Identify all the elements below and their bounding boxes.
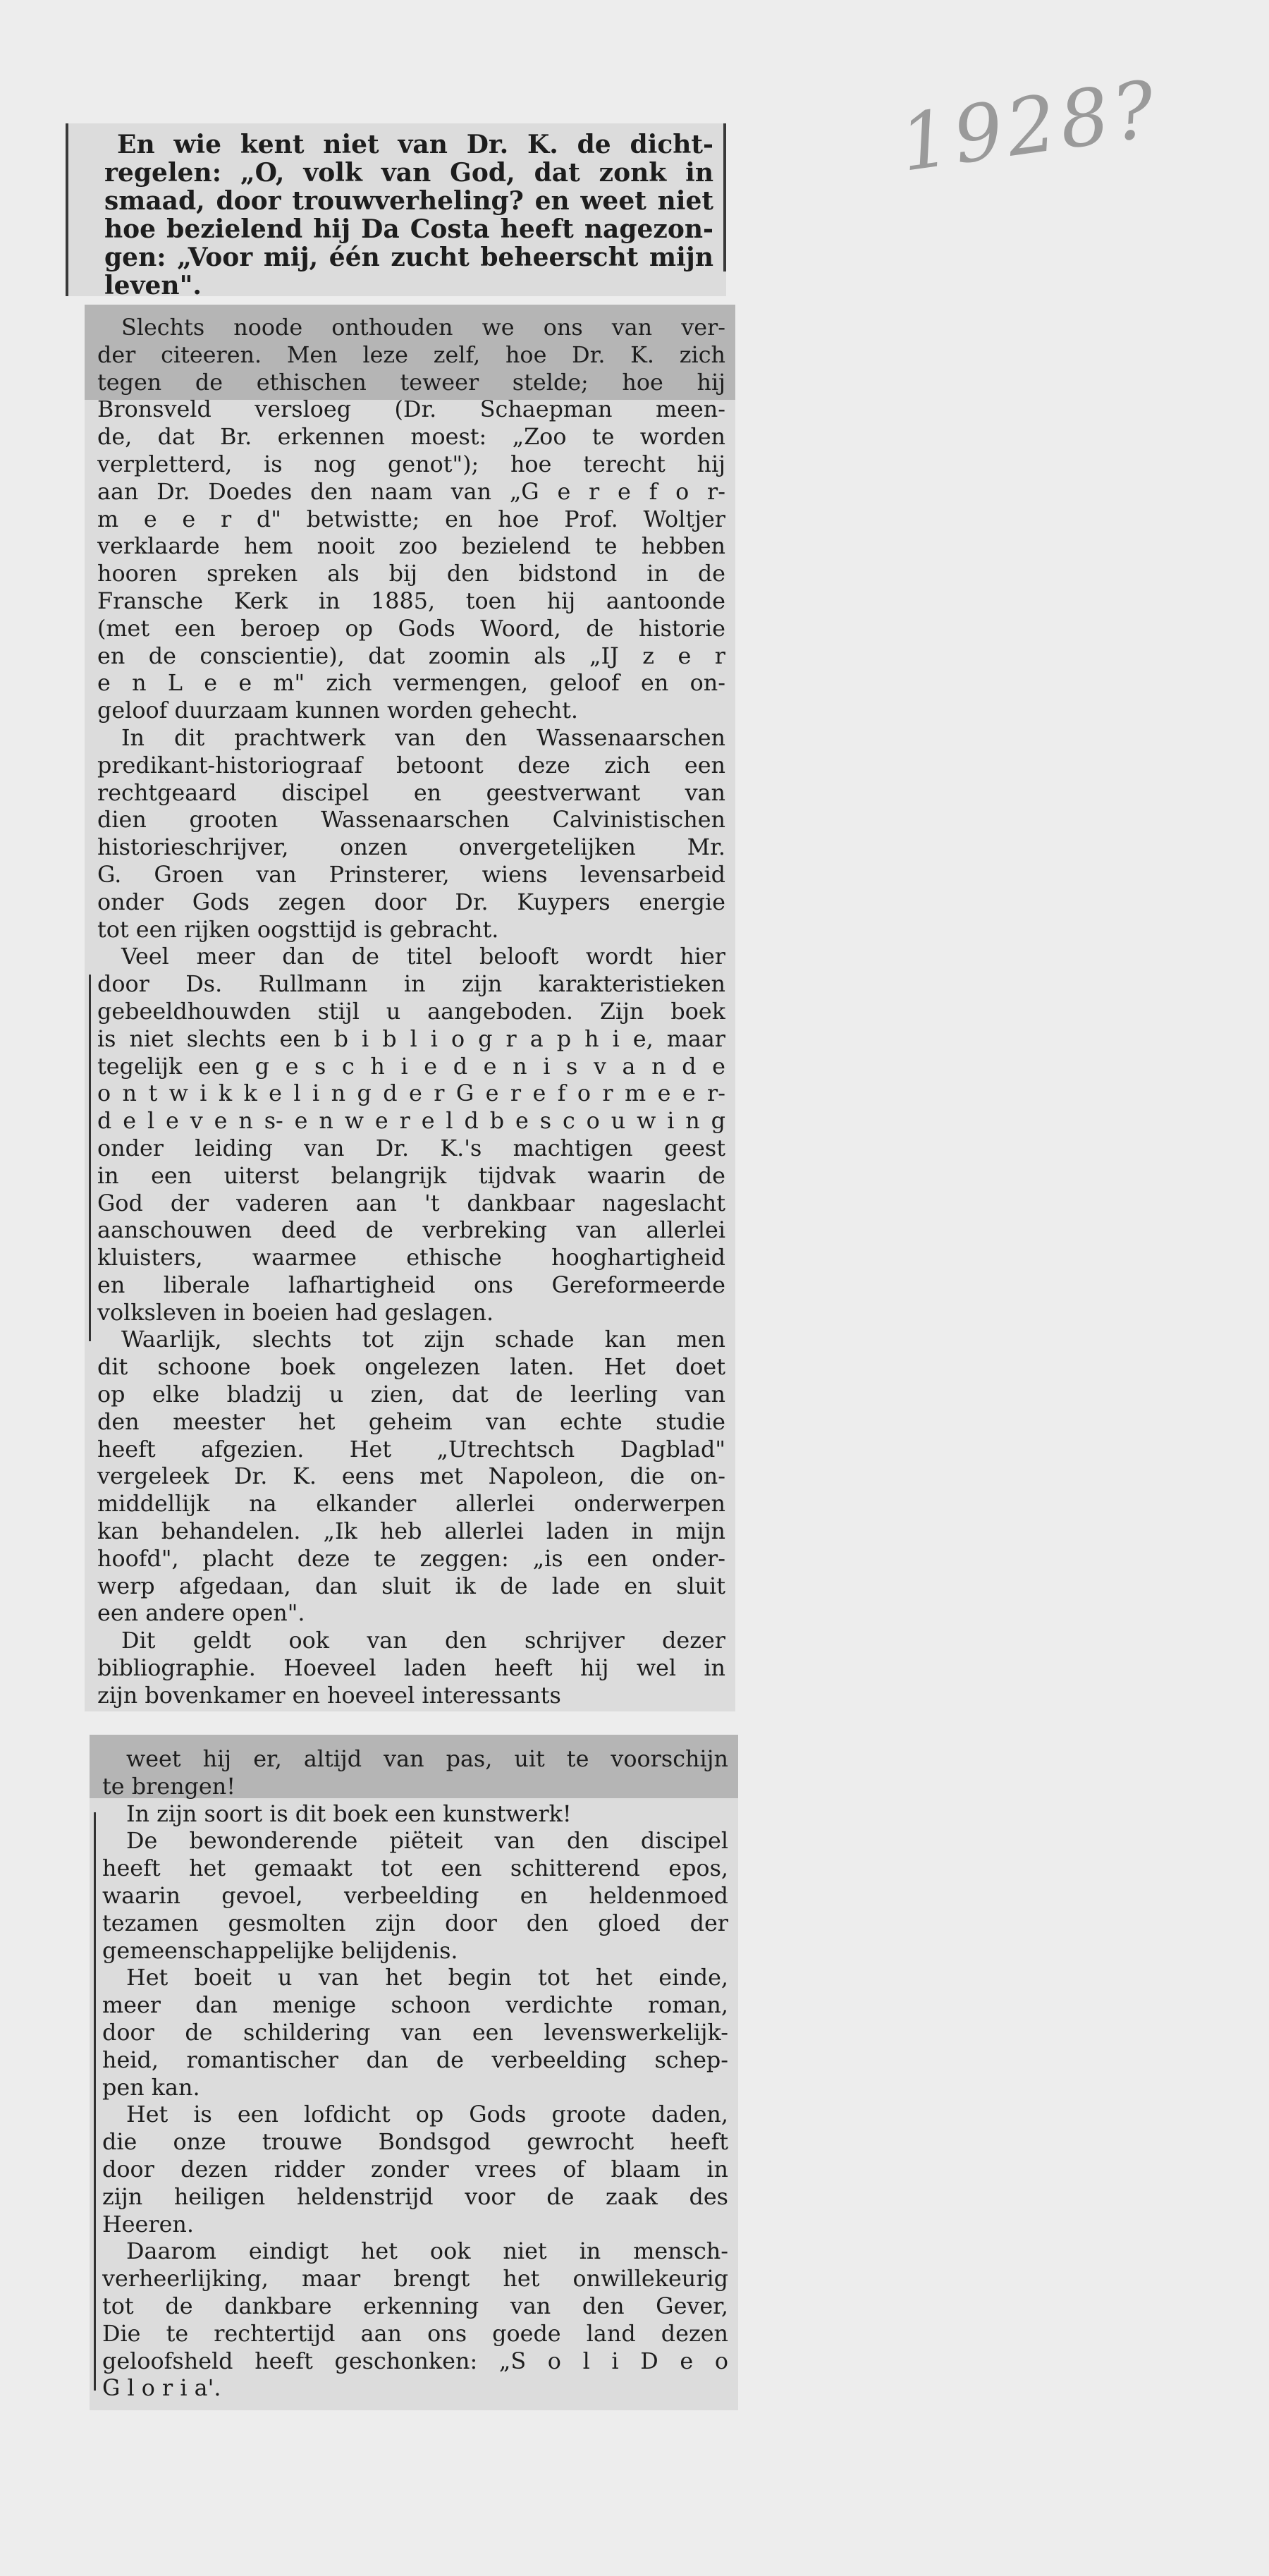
text-line: der citeeren. Men leze zelf, hoe Dr. K. zich: [97, 341, 725, 368]
clipping-text: [104, 130, 713, 300]
paragraph: [97, 1628, 725, 1709]
paragraph: [97, 1326, 725, 1628]
clipping-right-rule: [723, 123, 726, 271]
text-line: verklaarde hem nooit zoo bezielend te hebben: [97, 533, 725, 560]
text-line: verheerlijking, maar brengt het onwillekeurig: [102, 2266, 728, 2293]
text-line: geloof duurzaam kunnen worden gehecht.: [97, 697, 579, 724]
paragraph: [97, 944, 725, 1326]
text-line: leven".: [104, 271, 202, 300]
text-line: In zijn soort is dit boek een kunstwerk!: [126, 1800, 572, 1827]
text-line: tot de dankbare erkenning van den Gever,: [102, 2293, 728, 2319]
text-line: vergeleek Dr. K. eens met Napoleon, die on-: [97, 1463, 725, 1490]
text-line: aanschouwen deed de verbreking van allerlei: [97, 1217, 725, 1244]
text-line: gen: „Voor mij, één zucht beheerscht mijn: [104, 243, 713, 271]
text-line: te brengen!: [102, 1773, 235, 1800]
text-line: God der vaderen aan 't dankbaar nageslacht: [97, 1190, 725, 1216]
text-line: door de schildering van een levenswerkelijk-: [102, 2019, 728, 2046]
text-line: heid, romantischer dan de verbeelding schep-: [102, 2046, 728, 2073]
paragraph: [102, 2238, 728, 2403]
text-line: Slechts noode onthouden we ons van ver-: [121, 315, 725, 341]
text-line: Het boeit u van het begin tot het einde,: [126, 1965, 728, 1991]
text-line: hoofd", placht deze te zeggen: „is een onder-: [97, 1545, 725, 1572]
text-line: kluisters, waarmee ethische hooghartigheid: [97, 1245, 725, 1271]
paragraph: [97, 315, 725, 725]
text-line: onder Gods zegen door Dr. Kuypers energie: [97, 889, 725, 915]
text-line: gebeeldhouwden stijl u aangeboden. Zijn boek: [97, 998, 725, 1025]
clipping-left-rule: [66, 123, 68, 296]
text-line: en liberale lafhartigheid ons Gereformeerde: [97, 1271, 725, 1298]
text-line: Waarlijk, slechts tot zijn schade kan men: [121, 1326, 725, 1353]
text-line: hooren spreken als bij den bidstond in de: [97, 561, 725, 587]
text-line: Dit geldt ook van den schrijver dezer: [121, 1628, 725, 1654]
text-line: door dezen ridder zonder vrees of blaam in: [102, 2156, 728, 2183]
text-line: kan behandelen. „Ik heb allerlei laden in mijn: [97, 1518, 725, 1545]
text-line: rechtgeaard discipel en geestverwant van: [97, 779, 725, 806]
text-line: in een uiterst belangrijk tijdvak waarin de: [97, 1162, 725, 1189]
paragraph: [97, 725, 725, 944]
text-line: een andere open".: [97, 1600, 305, 1627]
text-line: pen kan.: [102, 2074, 200, 2101]
text-line: die onze trouwe Bondsgod gewrocht heeft: [102, 2129, 728, 2156]
text-line: den meester het geheim van echte studie: [97, 1408, 725, 1435]
paragraph: [102, 1828, 728, 1965]
text-line: meer dan menige schoon verdichte roman,: [102, 1992, 728, 2019]
text-line: bibliographie. Hoeveel laden heeft hij wel in: [97, 1655, 725, 1682]
text-line: verpletterd, is nog genot"); hoe terecht hij: [97, 451, 725, 477]
text-line: Veel meer dan de titel belooft wordt hier: [121, 944, 725, 970]
text-line: werp afgedaan, dan sluit ik de lade en sluit: [97, 1573, 725, 1599]
margin-bracket-mark: [89, 975, 91, 1341]
text-line: door Ds. Rullmann in zijn karakteristieken: [97, 971, 725, 998]
paragraph: [102, 1965, 728, 2101]
text-line: De bewonderende piëteit van den discipel: [126, 1828, 728, 1855]
text-line: middellijk na elkander allerlei onderwerpen: [97, 1491, 725, 1518]
text-line: m e e r d" betwistte; en hoe Prof. Woltjer: [97, 506, 725, 532]
newspaper-clipping-bottom: [90, 1735, 738, 2410]
text-line: Fransche Kerk in 1885, toen hij aantoonde: [97, 587, 725, 614]
text-line: tot een rijken oogsttijd is gebracht.: [97, 916, 499, 943]
text-line: e n L e e m" zich vermengen, geloof en on-: [97, 670, 725, 697]
text-line: zijn heiligen heldenstrijd voor de zaak des: [102, 2183, 728, 2210]
text-line: smaad, door trouwverheling? en weet niet: [104, 187, 713, 215]
paragraph: [104, 130, 713, 300]
text-line: op elke bladzij u zien, dat de leerling van: [97, 1381, 725, 1408]
text-line: dit schoone boek ongelezen laten. Het doet: [97, 1354, 725, 1381]
text-line: heeft het gemaakt tot een schitterend epos,: [102, 1855, 728, 1882]
text-line: d e l e v e n s- e n w e r e l d b e s c o u w i n g: [97, 1108, 725, 1135]
text-line: In dit prachtwerk van den Wassenaarschen: [121, 724, 725, 751]
clipping-text: [102, 1746, 728, 2403]
text-line: heeft afgezien. Het „Utrechtsch Dagblad": [97, 1436, 725, 1463]
text-line: Het is een lofdicht op Gods groote daden,: [126, 2101, 728, 2128]
text-line: En wie kent niet van Dr. K. de dicht-: [117, 130, 713, 159]
paragraph: [102, 1801, 728, 1829]
paragraph: [102, 1746, 728, 1801]
text-line: regelen: „O, volk van God, dat zonk in: [104, 159, 713, 187]
text-line: o n t w i k k e l i n g d e r G e r e f o r m e e r-: [97, 1080, 725, 1107]
text-line: tezamen gesmolten zijn door den gloed der: [102, 1910, 728, 1936]
newspaper-clipping-middle: [85, 305, 735, 1711]
newspaper-clipping-top: [66, 123, 726, 300]
text-line: volksleven in boeien had geslagen.: [97, 1299, 494, 1326]
text-line: Daarom eindigt het ook niet in mensch-: [126, 2238, 728, 2265]
text-line: waarin gevoel, verbeelding en heldenmoed: [102, 1882, 728, 1909]
text-line: gemeenschappelijke belijdenis.: [102, 1937, 458, 1964]
text-line: aan Dr. Doedes den naam van „G e r e f o r-: [97, 478, 725, 505]
text-line: Heeren.: [102, 2211, 194, 2238]
text-line: onder leiding van Dr. K.'s machtigen geest: [97, 1135, 725, 1161]
text-line: Die te rechtertijd aan ons goede land dezen: [102, 2320, 728, 2347]
text-line: Bronsveld versloeg (Dr. Schaepman meen-: [97, 396, 725, 423]
text-line: en de conscientie), dat zoomin als „IJ z e r: [97, 642, 725, 669]
paragraph: [102, 2101, 728, 2238]
text-line: tegelijk een g e s c h i e d e n i s v a n d e: [97, 1053, 725, 1080]
clipping-text: [97, 315, 725, 1710]
text-line: hoe bezielend hij Da Costa heeft nagezon-: [104, 215, 713, 243]
text-line: (met een beroep op Gods Woord, de historie: [97, 615, 725, 642]
text-line: weet hij er, altijd van pas, uit te voorschijn: [126, 1746, 728, 1772]
margin-bracket-mark: [94, 1812, 96, 2391]
handwritten-year-annotation: 1928?: [894, 63, 1165, 189]
text-line: geloofsheld heeft geschonken: „S o l i D e o: [102, 2348, 728, 2374]
text-line: predikant-historiograaf betoont deze zich een: [97, 752, 725, 779]
text-line: dien grooten Wassenaarschen Calvinistischen: [97, 807, 725, 834]
text-line: G l o r i a'.: [102, 2375, 221, 2402]
text-line: tegen de ethischen teweer stelde; hoe hij: [97, 369, 725, 396]
text-line: zijn bovenkamer en hoeveel interessants: [97, 1682, 561, 1709]
text-line: G. Groen van Prinsterer, wiens levensarbeid: [97, 861, 725, 888]
text-line: historieschrijver, onzen onvergetelijken Mr.: [97, 834, 725, 861]
text-line: is niet slechts een b i b l i o g r a p h i e, maar: [97, 1025, 725, 1052]
text-line: de, dat Br. erkennen moest: „Zoo te worden: [97, 424, 725, 451]
